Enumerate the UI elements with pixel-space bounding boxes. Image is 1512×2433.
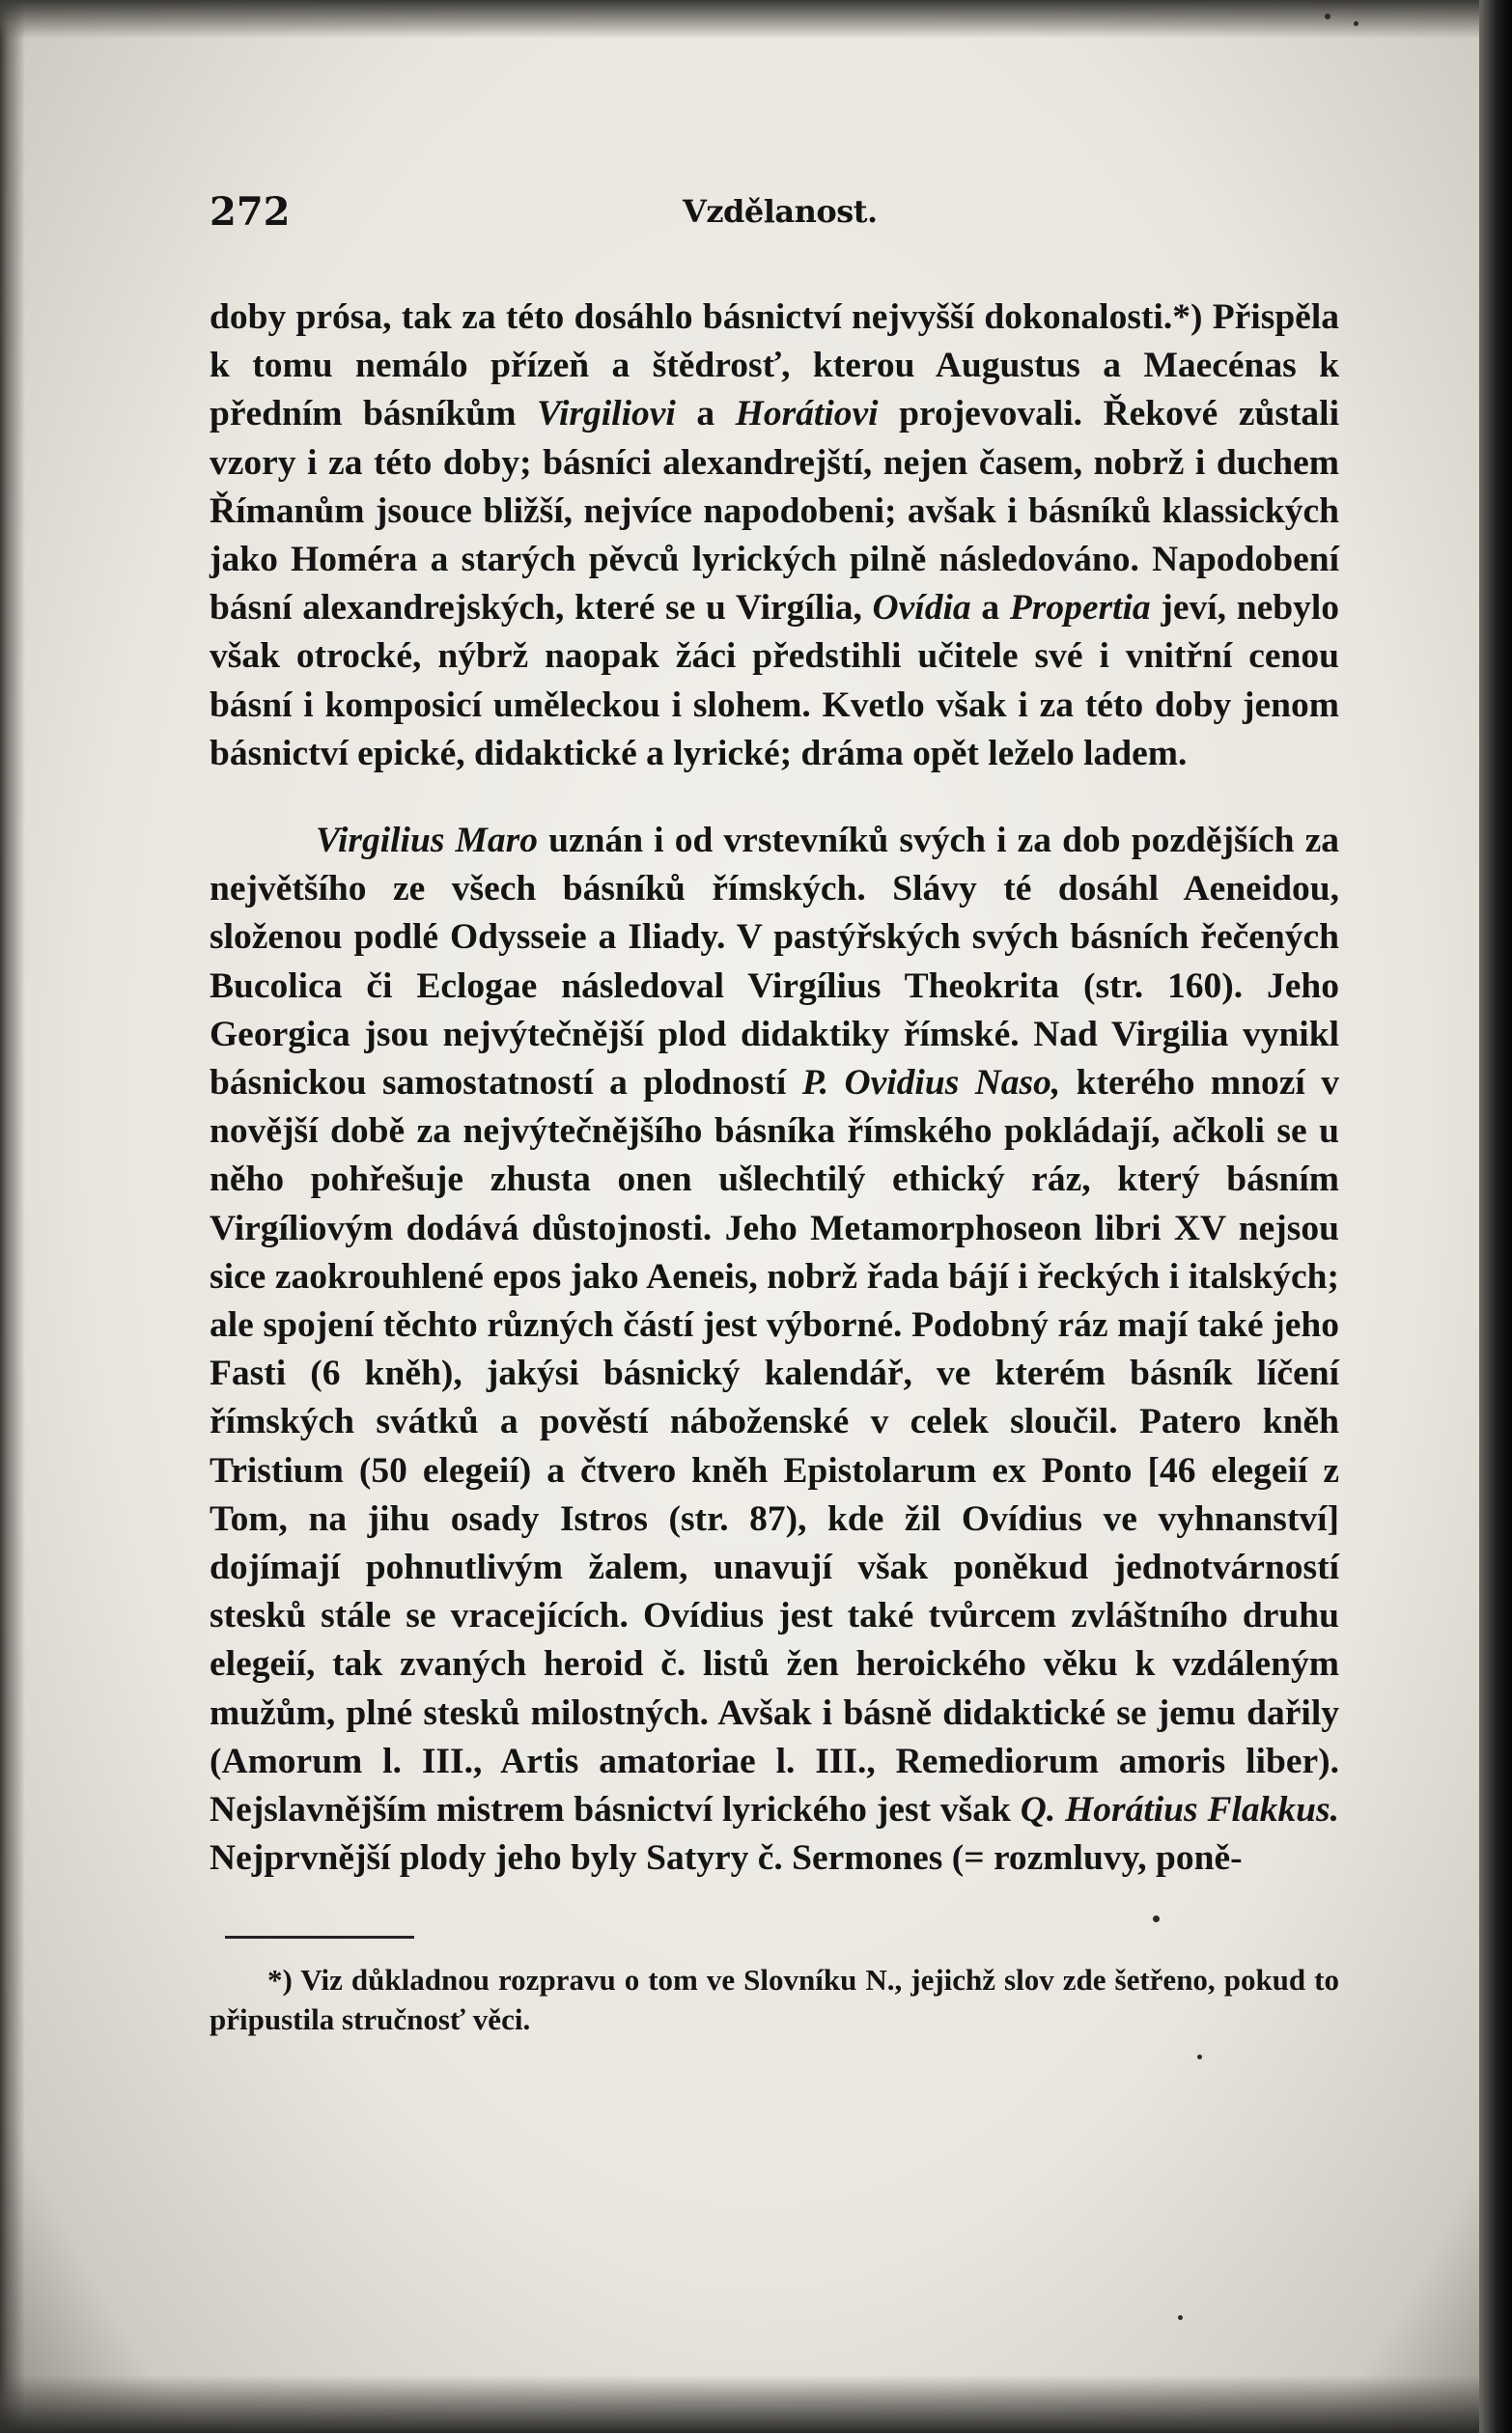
scan-shadow-left [0,0,25,2433]
scan-shadow-top [0,0,1512,39]
text-run: Nejprvnější plody jeho byly Satyry č. Sermones (= rozmluvy, poně- [210,1838,1243,1879]
footnote: *) Viz důkladnou rozpravu o tom ve Slovníku N., jejichž slov zde šetřeno, pokud to připustila stručnosť věci. [210,1962,1339,2036]
text-run: a [970,588,1010,629]
scan-shadow-bottom [0,2375,1512,2433]
italic-run: Virgilius Maro [316,821,538,861]
paragraph-2 [210,817,1339,1883]
scan-shadow-right [1479,0,1512,2433]
page-number: 272 [210,189,291,235]
italic-run: Propertia [1009,588,1151,629]
book-page [210,189,1339,2069]
text-run: projevovali. Řekové zůstali vzory i za této doby; básníci alexandrejští, nejen časem, nobrž i duchem Římanům jsouce bližší, nejvíce napodobeni; avšak i básníků klassických jako Homéra a starých pěvců lyrických pilně následováno. Napodobení básní alexandrejských, které se u Virgília, [210,394,1340,629]
running-head [210,189,1339,247]
italic-run: P. Ovidius Naso, [801,1063,1061,1104]
dust-speck [1178,2315,1183,2320]
text-run: uznán i od vrstevníků svých i za dob pozdějších za největšího ze všech básníků římských. Slávy té dosáhl Aeneidou, složenou podlé Odysseie a Iliady. V pastýřských svých básních řečených Bucolica či Eclogae následoval Virgílius Theokrita (str. 160). Jeho Georgica jsou nejvýtečnější plod didaktiky římské. Nad Virgilia vynikl básnickou samostatností a plodností [210,821,1339,1104]
text-run: doby prósa, tak za této dosáhlo básnictví nejvyšší dokonalosti.*) Přispěla k tomu nemálo přízeň a štědrosť, kterou Augustus a Maecénas k předním básníkům [210,297,1339,434]
paragraph-1 [210,294,1339,778]
dust-speck [1354,21,1358,26]
body-text [210,294,1339,1884]
footnote-divider [225,1936,414,1939]
running-title: Vzdělanost. [683,193,878,230]
italic-run: Ovídia [872,588,971,629]
text-run: a [675,394,736,434]
dust-speck [1325,14,1330,19]
text-run: kterého mnozí v novější době za nejvýtečnějšího básníka římského pokládají, ačkoli se u něho pohřešuje zhusta onen ušlechtilý ethický ráz, který básním Virgíliovým dodává důstojnosti. Jeho Metamorphoseon libri XV nejsou sice zaokrouhlené epos jako Aeneis, nobrž řada bájí i řeckých i italských; ale spojení těchto různých částí jest výborné. Podobný ráz mají také jeho Fasti (6 kněh), jakýsi básnický kalendář, ve kterém básník líčení římských svátků a pověstí náboženské v celek sloučil. Patero kněh Tristium (50 elegeií) a čtvero kněh Epistolarum ex Ponto [46 elegeií z Tom, na jihu osady Istros (str. 87), kde žil Ovídius ve vyhnanství] dojímají pohnutlivým žalem, unavují však poněkud jednotvárností stesků stále se vracejících. Ovídius jest také tvůrcem zvláštního druhu elegeií, tak zvaných heroid č. listů žen heroického věku k vzdáleným mužům, plné stesků milostných. Avšak i básně didaktické se jemu dařily (Amorum l. III., Artis amatoriae l. III., Remediorum amoris liber). Nejslavnějším mistrem básnictví lyrického jest však [210,1063,1339,1831]
italic-run: Horátiovi [735,394,879,434]
text-run: jeví, nebylo však otrocké, nýbrž naopak žáci předstihli učitele své i vnitřní cenou básní i komposicí uměleckou i slohem. Kvetlo však i za této doby jenom básnictví epické, didaktické a lyrické; dráma opět leželo ladem. [210,588,1340,773]
italic-run: Virgiliovi [537,394,676,434]
italic-run: Q. Horátius Flakkus. [1020,1790,1339,1831]
